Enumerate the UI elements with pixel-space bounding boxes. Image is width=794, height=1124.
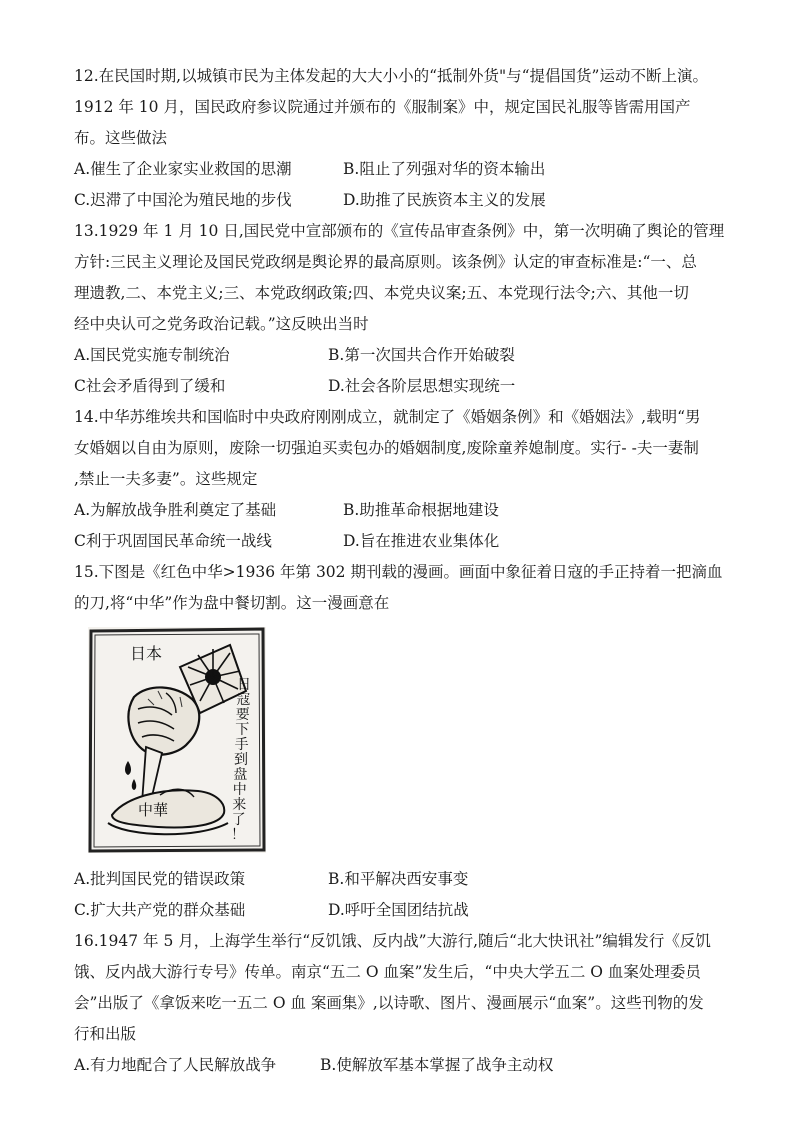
q12-stem-line-3: 布。这些做法 xyxy=(74,129,168,147)
q13-stem-line-1: 13.1929 年 1 月 10 日,国民党中宣部颁布的《宣传品审查条例》中，第一次明确了舆论的管理 xyxy=(74,222,725,240)
q12-option-a[interactable]: A.催生了企业家实业救国的思潮 xyxy=(74,160,292,178)
q14-option-c[interactable]: C利于巩固国民革命统一战线 xyxy=(74,532,272,550)
q14-stem-line-3: ,禁止一夫多妻”。这些规定 xyxy=(74,470,258,488)
q15-option-b[interactable]: B.和平解决西安事变 xyxy=(328,870,469,888)
caption-char: 到 xyxy=(234,752,248,768)
q12-stem-line-2: 1912 年 10 月，国民政府参议院通过并颁布的《服制案》中，规定国民礼服等皆需用国产 xyxy=(74,98,691,116)
q14-stem-line-2: 女婚姻以自由为原则，废除一切强迫买卖包办的婚姻制度,废除童养媳制度。实行- -夫一妻制 xyxy=(74,439,699,457)
q14-option-a[interactable]: A.为解放战争胜利奠定了基础 xyxy=(74,501,277,519)
plate-label: 中華 xyxy=(138,801,169,819)
q13-option-d[interactable]: D.社会各阶层思想实现统一 xyxy=(328,377,516,395)
q16-option-a[interactable]: A.有力地配合了人民解放战争 xyxy=(74,1056,277,1074)
caption-char: 日 xyxy=(237,677,251,693)
caption-char: 手 xyxy=(234,737,249,753)
q12-option-d[interactable]: D.助推了民族资本主义的发展 xyxy=(343,191,546,209)
q16-stem-line-3: 会”出版了《拿饭来吃一五二 O 血 案画集》,以诗歌、图片、漫画展示“血案”。这些刊物的发 xyxy=(74,994,704,1012)
q15-option-d[interactable]: D.呼吁全国团结抗战 xyxy=(328,901,469,919)
caption-char: 中 xyxy=(232,782,247,798)
cartoon-image xyxy=(88,627,266,853)
q12-option-c[interactable]: C.迟滞了中国沦为殖民地的步伐 xyxy=(74,191,292,209)
q14-option-b[interactable]: B.助推革命根据地建设 xyxy=(343,501,499,519)
q13-option-a[interactable]: A.国民党实施专制统治 xyxy=(74,346,230,364)
caption-char: ！ xyxy=(231,827,245,843)
cartoon-label-top: 日本 xyxy=(130,644,163,663)
q14-stem-line-1: 14.中华苏维埃共和国临时中央政府刚刚成立，就制定了《婚姻条例》和《婚姻法》,载明“男 xyxy=(74,408,701,426)
caption-char: 要 xyxy=(235,707,250,723)
q13-option-c[interactable]: C社会矛盾得到了缓和 xyxy=(74,377,226,395)
q16-stem-line-4: 行和出版 xyxy=(74,1025,137,1043)
q13-stem-line-3: 理遗教,二、本党主义;三、本党政纲政策;四、本党央议案;五、本党现行法令;六、其他一切 xyxy=(74,284,689,302)
caption-char: 了 xyxy=(231,812,246,828)
q13-stem-line-4: 经中央认可之党务政治记载。”这反映出当时 xyxy=(74,315,369,333)
caption-char: 来 xyxy=(232,797,247,813)
q16-stem-line-1: 16.1947 年 5 月，上海学生举行“反饥饿、反内战”大游行,随后“北大快讯社”编辑发行《反饥 xyxy=(74,932,711,950)
q15-option-c[interactable]: C.扩大共产党的群众基础 xyxy=(74,901,246,919)
q12-stem-line-1: 12.在民国时期,以城镇市民为主体发起的大大小小的“抵制外货"与“提倡国货”运动不断上演。 xyxy=(74,67,708,85)
q13-option-b[interactable]: B.第一次国共合作开始破裂 xyxy=(328,346,515,364)
q13-stem-line-2: 方针:三民主义理论及国民党政纲是舆论界的最高原则。该条例》认定的审查标准是:“一、总 xyxy=(74,253,697,271)
q16-stem-line-2: 饿、反内战大游行专号》传单。南京“五二 O 血案”发生后，“中央大学五二 O 血案处理委员 xyxy=(74,963,701,981)
q14-option-d[interactable]: D.旨在推进农业集体化 xyxy=(343,532,500,550)
q15-stem-line-1: 15.下图是《红色中华>1936 年第 302 期刊载的漫画。画面中象征着日寇的手正持着一把滴血 xyxy=(74,563,723,581)
q15-option-a[interactable]: A.批判国民党的错误政策 xyxy=(74,870,246,888)
q12-option-b[interactable]: B.阻止了列强对华的资本输出 xyxy=(343,160,546,178)
caption-char: 寇 xyxy=(236,692,251,708)
q16-option-b[interactable]: B.使解放军基本掌握了战争主动权 xyxy=(320,1056,554,1074)
caption-char: 盘 xyxy=(233,767,248,783)
caption-char: 下 xyxy=(235,722,250,738)
q15-stem-line-2: 的刀,将“中华”作为盘中餐切割。这一漫画意在 xyxy=(74,594,390,612)
